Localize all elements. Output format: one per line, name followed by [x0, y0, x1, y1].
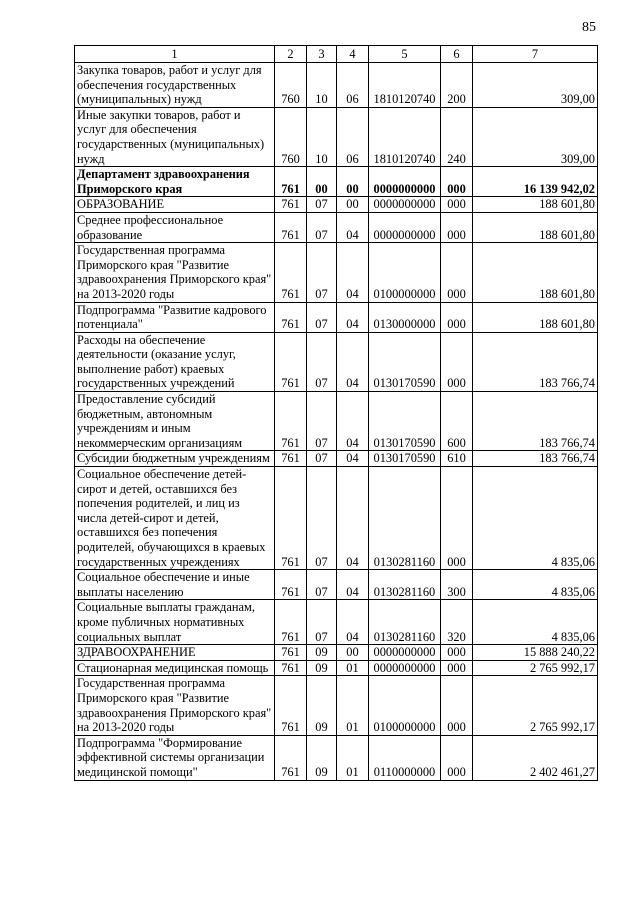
- row-target-article-cell: 0130281160: [369, 570, 441, 600]
- row-amount-cell: 15 888 240,22: [473, 645, 598, 661]
- row-amount-cell: 309,00: [473, 63, 598, 108]
- row-subsection-cell: 04: [337, 451, 369, 467]
- row-ved-cell: 761: [275, 676, 307, 735]
- row-ved-cell: 760: [275, 107, 307, 166]
- row-ved-cell: 761: [275, 660, 307, 676]
- row-name-cell: Подпрограмма "Формирование эффективной системы организации медицинской помощи": [75, 735, 275, 780]
- header-cell: 1: [75, 46, 275, 63]
- row-section-cell: 09: [307, 735, 337, 780]
- table-row: [75, 197, 598, 213]
- row-subsection-cell: 04: [337, 600, 369, 645]
- row-ved-cell: 761: [275, 467, 307, 570]
- row-amount-cell: 309,00: [473, 107, 598, 166]
- row-target-article-cell: 0130170590: [369, 332, 441, 391]
- row-amount-cell: 16 139 942,02: [473, 167, 598, 197]
- row-ved-cell: 761: [275, 243, 307, 302]
- row-subsection-cell: 04: [337, 570, 369, 600]
- row-amount-cell: 4 835,06: [473, 570, 598, 600]
- row-amount-cell: 188 601,80: [473, 302, 598, 332]
- row-expense-type-cell: 000: [441, 197, 473, 213]
- row-name-cell: Социальные выплаты гражданам, кроме публичных нормативных социальных выплат: [75, 600, 275, 645]
- table-row: [75, 167, 598, 197]
- table-row: [75, 392, 598, 451]
- table-row: [75, 332, 598, 391]
- header-cell: 2: [275, 46, 307, 63]
- budget-table: [74, 45, 598, 781]
- row-ved-cell: 760: [275, 63, 307, 108]
- row-section-cell: 07: [307, 600, 337, 645]
- row-expense-type-cell: 000: [441, 735, 473, 780]
- row-target-article-cell: 0000000000: [369, 645, 441, 661]
- table-row: [75, 600, 598, 645]
- row-ved-cell: 761: [275, 332, 307, 391]
- row-target-article-cell: 0000000000: [369, 212, 441, 242]
- row-section-cell: 10: [307, 63, 337, 108]
- row-subsection-cell: 00: [337, 197, 369, 213]
- row-expense-type-cell: 000: [441, 676, 473, 735]
- row-name-cell: Департамент здравоохранения Приморского края: [75, 167, 275, 197]
- row-section-cell: 00: [307, 167, 337, 197]
- row-name-cell: Расходы на обеспечение деятельности (оказание услуг, выполнение работ) краевых государственных учреждений: [75, 332, 275, 391]
- row-section-cell: 09: [307, 645, 337, 661]
- row-target-article-cell: 0100000000: [369, 243, 441, 302]
- row-name-cell: ОБРАЗОВАНИЕ: [75, 197, 275, 213]
- row-target-article-cell: 0130281160: [369, 467, 441, 570]
- row-expense-type-cell: 000: [441, 212, 473, 242]
- row-amount-cell: 2 765 992,17: [473, 676, 598, 735]
- row-name-cell: Социальное обеспечение и иные выплаты населению: [75, 570, 275, 600]
- row-subsection-cell: 00: [337, 645, 369, 661]
- row-target-article-cell: 0000000000: [369, 660, 441, 676]
- row-amount-cell: 183 766,74: [473, 332, 598, 391]
- row-section-cell: 07: [307, 467, 337, 570]
- table-row: [75, 735, 598, 780]
- row-subsection-cell: 00: [337, 167, 369, 197]
- table-row: [75, 451, 598, 467]
- row-target-article-cell: 0130170590: [369, 451, 441, 467]
- row-subsection-cell: 01: [337, 735, 369, 780]
- row-expense-type-cell: 000: [441, 332, 473, 391]
- row-expense-type-cell: 300: [441, 570, 473, 600]
- row-expense-type-cell: 000: [441, 660, 473, 676]
- row-expense-type-cell: 000: [441, 167, 473, 197]
- header-row: [75, 46, 598, 63]
- row-subsection-cell: 04: [337, 332, 369, 391]
- row-section-cell: 09: [307, 660, 337, 676]
- row-name-cell: Социальное обеспечение детей-сирот и детей, оставшихся без попечения родителей, и лиц из числа детей-сирот и детей, оставшихся без попечения родителей, обучающихся в краевых государственных учреждениях: [75, 467, 275, 570]
- row-amount-cell: 183 766,74: [473, 451, 598, 467]
- table-row: [75, 63, 598, 108]
- row-section-cell: 07: [307, 302, 337, 332]
- row-ved-cell: 761: [275, 197, 307, 213]
- row-target-article-cell: 0130281160: [369, 600, 441, 645]
- table-row: [75, 107, 598, 166]
- row-subsection-cell: 06: [337, 107, 369, 166]
- row-ved-cell: 761: [275, 451, 307, 467]
- header-cell: 6: [441, 46, 473, 63]
- header-cell: 4: [337, 46, 369, 63]
- row-amount-cell: 4 835,06: [473, 467, 598, 570]
- row-subsection-cell: 04: [337, 243, 369, 302]
- row-ved-cell: 761: [275, 167, 307, 197]
- row-target-article-cell: 0110000000: [369, 735, 441, 780]
- row-section-cell: 07: [307, 332, 337, 391]
- row-name-cell: Предоставление субсидий бюджетным, автономным учреждениям и иным некоммерческим организациям: [75, 392, 275, 451]
- row-subsection-cell: 01: [337, 660, 369, 676]
- row-section-cell: 09: [307, 676, 337, 735]
- header-cell: 5: [369, 46, 441, 63]
- table-row: [75, 212, 598, 242]
- row-name-cell: Подпрограмма "Развитие кадрового потенциала": [75, 302, 275, 332]
- row-ved-cell: 761: [275, 212, 307, 242]
- row-name-cell: Государственная программа Приморского края "Развитие здравоохранения Приморского края" на 2013-2020 годы: [75, 243, 275, 302]
- row-subsection-cell: 04: [337, 212, 369, 242]
- row-amount-cell: 188 601,80: [473, 212, 598, 242]
- row-expense-type-cell: 200: [441, 63, 473, 108]
- row-amount-cell: 183 766,74: [473, 392, 598, 451]
- row-section-cell: 07: [307, 212, 337, 242]
- row-name-cell: Иные закупки товаров, работ и услуг для обеспечения государственных (муниципальных) нужд: [75, 107, 275, 166]
- row-target-article-cell: 0130000000: [369, 302, 441, 332]
- row-amount-cell: 2 402 461,27: [473, 735, 598, 780]
- row-ved-cell: 761: [275, 600, 307, 645]
- row-expense-type-cell: 000: [441, 467, 473, 570]
- row-subsection-cell: 01: [337, 676, 369, 735]
- row-section-cell: 07: [307, 451, 337, 467]
- row-section-cell: 07: [307, 392, 337, 451]
- table-body: [75, 63, 598, 781]
- page-number: 85: [582, 20, 596, 35]
- row-expense-type-cell: 000: [441, 645, 473, 661]
- row-name-cell: ЗДРАВООХРАНЕНИЕ: [75, 645, 275, 661]
- row-expense-type-cell: 600: [441, 392, 473, 451]
- row-section-cell: 07: [307, 197, 337, 213]
- row-name-cell: Среднее профессиональное образование: [75, 212, 275, 242]
- row-target-article-cell: 0100000000: [369, 676, 441, 735]
- row-amount-cell: 2 765 992,17: [473, 660, 598, 676]
- row-amount-cell: 188 601,80: [473, 243, 598, 302]
- row-expense-type-cell: 000: [441, 302, 473, 332]
- row-target-article-cell: 0000000000: [369, 167, 441, 197]
- row-name-cell: Стационарная медицинская помощь: [75, 660, 275, 676]
- row-ved-cell: 761: [275, 302, 307, 332]
- row-subsection-cell: 04: [337, 302, 369, 332]
- header-cell: 7: [473, 46, 598, 63]
- row-ved-cell: 761: [275, 570, 307, 600]
- row-subsection-cell: 04: [337, 467, 369, 570]
- header-cell: 3: [307, 46, 337, 63]
- table-row: [75, 645, 598, 661]
- row-ved-cell: 761: [275, 392, 307, 451]
- table-row: [75, 302, 598, 332]
- row-expense-type-cell: 610: [441, 451, 473, 467]
- row-ved-cell: 761: [275, 735, 307, 780]
- row-target-article-cell: 1810120740: [369, 63, 441, 108]
- row-expense-type-cell: 240: [441, 107, 473, 166]
- table-row: [75, 243, 598, 302]
- row-name-cell: Субсидии бюджетным учреждениям: [75, 451, 275, 467]
- table-row: [75, 660, 598, 676]
- row-section-cell: 10: [307, 107, 337, 166]
- table-row: [75, 676, 598, 735]
- row-name-cell: Государственная программа Приморского края "Развитие здравоохранения Приморского края" на 2013-2020 годы: [75, 676, 275, 735]
- row-subsection-cell: 04: [337, 392, 369, 451]
- row-subsection-cell: 06: [337, 63, 369, 108]
- row-target-article-cell: 0000000000: [369, 197, 441, 213]
- row-target-article-cell: 0130170590: [369, 392, 441, 451]
- row-section-cell: 07: [307, 570, 337, 600]
- row-amount-cell: 188 601,80: [473, 197, 598, 213]
- row-section-cell: 07: [307, 243, 337, 302]
- row-amount-cell: 4 835,06: [473, 600, 598, 645]
- row-expense-type-cell: 320: [441, 600, 473, 645]
- row-expense-type-cell: 000: [441, 243, 473, 302]
- row-ved-cell: 761: [275, 645, 307, 661]
- table-row: [75, 467, 598, 570]
- table-row: [75, 570, 598, 600]
- row-name-cell: Закупка товаров, работ и услуг для обеспечения государственных (муниципальных) нужд: [75, 63, 275, 108]
- row-target-article-cell: 1810120740: [369, 107, 441, 166]
